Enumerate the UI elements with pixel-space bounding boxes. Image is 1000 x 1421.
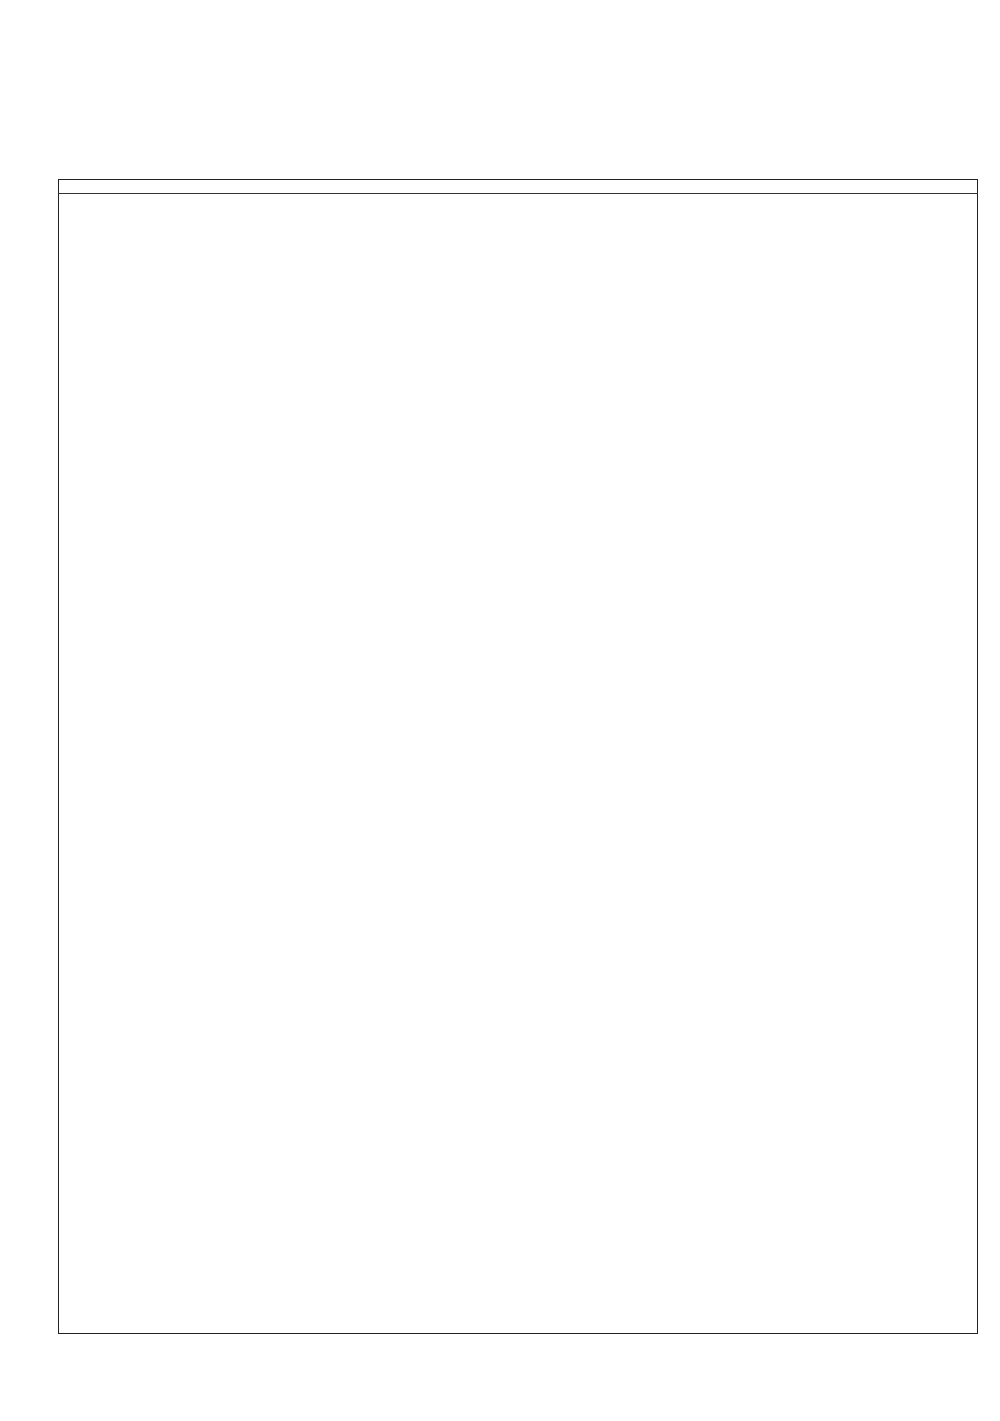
table-frame [58, 179, 978, 1334]
header-divider [58, 193, 978, 194]
